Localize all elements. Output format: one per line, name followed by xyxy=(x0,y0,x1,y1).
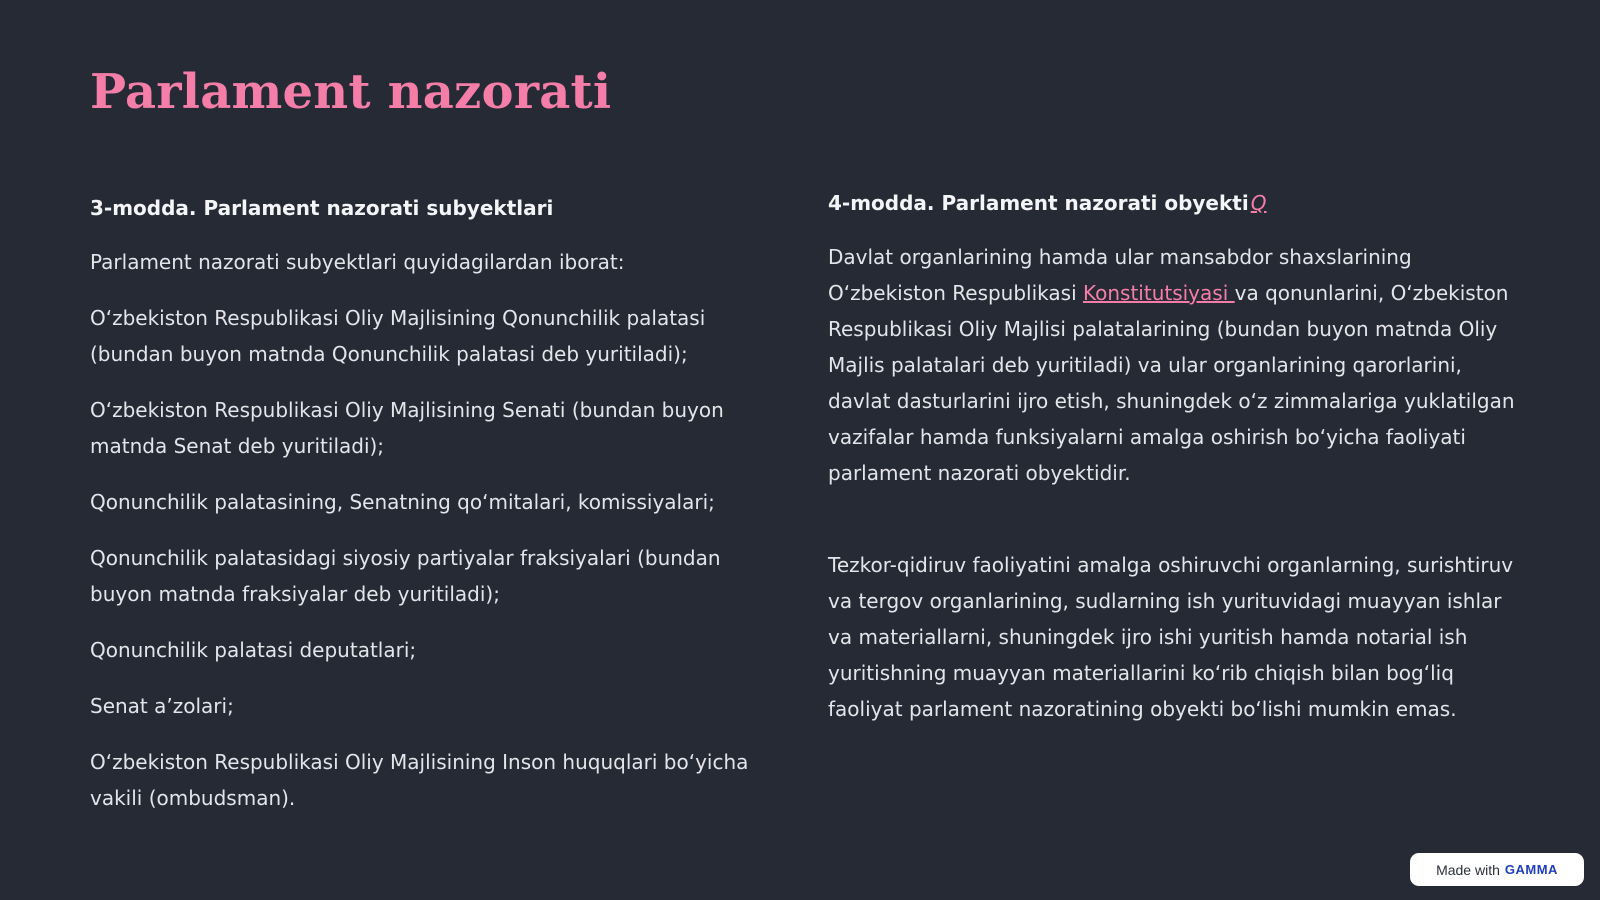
made-with-gamma-badge[interactable] xyxy=(1410,853,1584,886)
right-p1-before: Davlat organlarining hamda ular mansabdor shaxslarining O‘zbekiston Respublikasi xyxy=(828,245,1412,305)
right-heading-text: 4-modda. Parlament nazorati obyekti xyxy=(828,191,1249,215)
right-heading xyxy=(828,185,1518,221)
slide-title: Parlament nazorati xyxy=(90,64,612,120)
left-paragraph: Qonunchilik palatasi deputatlari; xyxy=(90,638,417,662)
left-column xyxy=(90,190,765,836)
left-paragraph: O‘zbekiston Respublikasi Oliy Majlisining Qonunchilik palatasi (bundan buyon matnda Qonunchilik palatasi deb yuritiladi); xyxy=(90,306,706,366)
left-paragraph: O‘zbekiston Respublikasi Oliy Majlisining Inson huquqlari bo‘yicha vakili (ombudsman). xyxy=(90,750,749,810)
left-paragraph: Senat a’zolari; xyxy=(90,694,234,718)
gamma-logo: GAMMA xyxy=(1504,862,1558,877)
left-paragraph: Qonunchilik palatasidagi siyosiy partiyalar fraksiyalari (bundan buyon matnda fraksiyalar deb yuritiladi); xyxy=(90,546,721,606)
badge-prefix: Made with xyxy=(1436,861,1500,878)
right-p1-after: va qonunlarini, O‘zbekiston Respublikasi Oliy Majlisi palatalarining (bundan buyon matnda Oliy Majlis palatalari deb yuritiladi) va ular organlarining qarorlarini, davlat dasturlarini ijro etish, shuningdek o‘z zimmalariga yuklatilgan vazifalar hamda funksiyalarni amalga oshirish bo‘yicha faoliyati parlament nazorati obyektidir. xyxy=(828,281,1515,485)
paragraph-spacer xyxy=(828,511,1518,547)
konstitutsiya-link[interactable]: Konstitutsiyasi xyxy=(1083,281,1235,305)
anchor-link-icon[interactable]: Q xyxy=(1250,191,1267,215)
left-paragraph: Qonunchilik palatasining, Senatning qo‘mitalari, komissiyalari; xyxy=(90,490,715,514)
right-paragraph-2: Tezkor-qidiruv faoliyatini amalga oshiruvchi organlarning, surishtiruv va tergov organlarining, sudlarning ish yurituvidagi muayyan ishlar va materiallarni, shuningdek ijro ishi yuritish hamda notarial ish yuritishning muayyan materiallarini ko‘rib chiqish bilan bog‘liq faoliyat parlament nazoratining obyekti bo‘lishi mumkin emas. xyxy=(828,553,1514,721)
right-paragraph-1 xyxy=(828,239,1518,491)
left-paragraph: Parlament nazorati subyektlari quyidagilardan iborat: xyxy=(90,250,625,274)
right-column xyxy=(828,185,1518,747)
left-heading: 3-modda. Parlament nazorati subyektlari xyxy=(90,196,554,220)
left-paragraph: O‘zbekiston Respublikasi Oliy Majlisining Senati (bundan buyon matnda Senat deb yuritiladi); xyxy=(90,398,724,458)
